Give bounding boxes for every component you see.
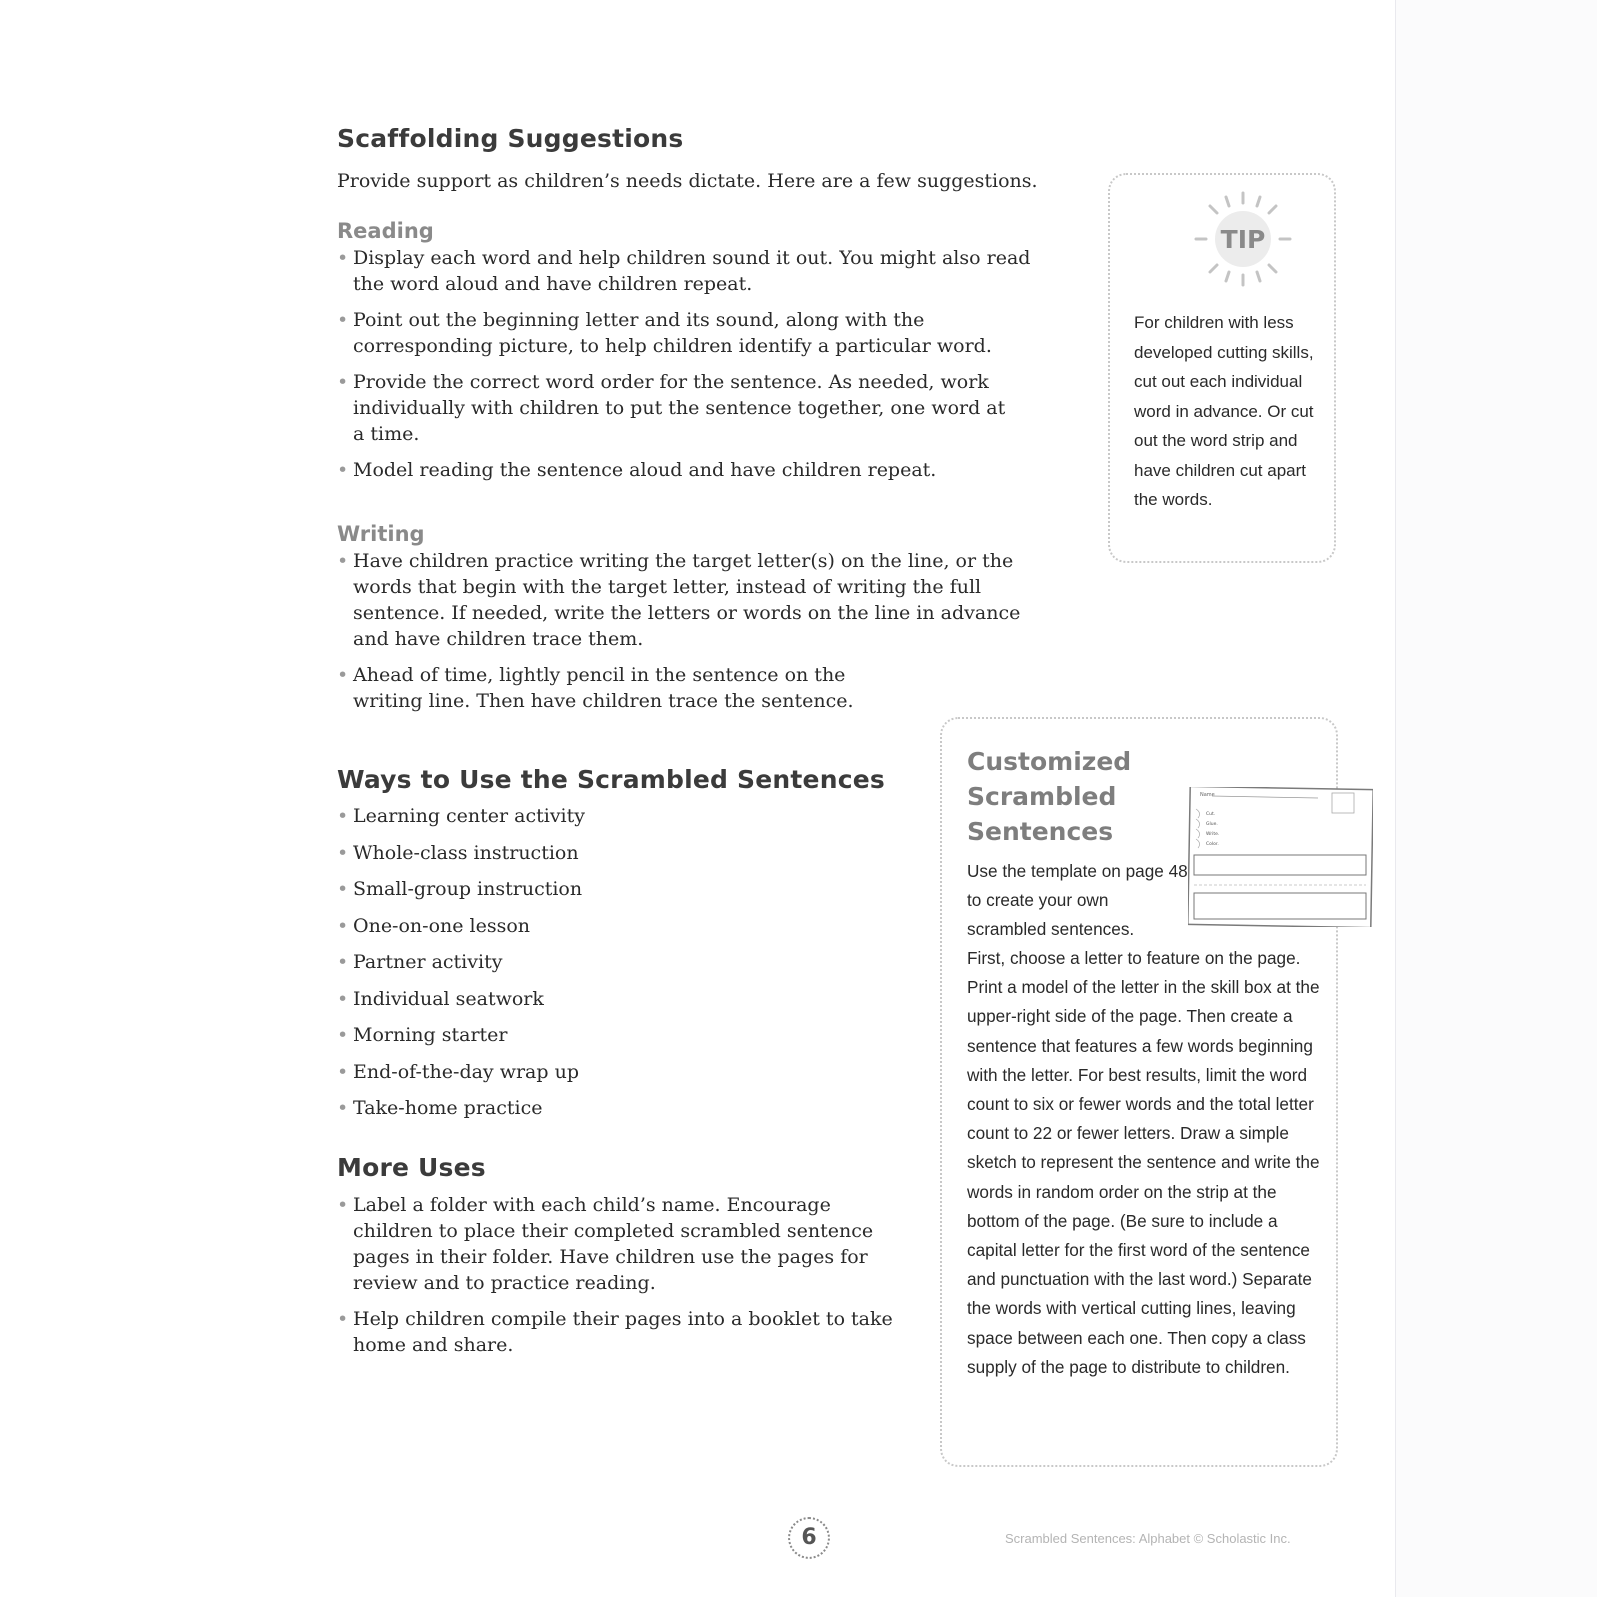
- list-item: • Have children practice writing the target letter(s) on the line, or the words that begin with the target letter, instead of writing the full sentence. If needed, write the letters or words on the line in advance and have children trace them.: [337, 548, 1057, 652]
- reading-heading: Reading: [337, 219, 434, 243]
- writing-heading: Writing: [337, 522, 425, 546]
- writing-list: [337, 548, 1057, 714]
- scaffolding-intro: Provide support as children’s needs dictate. Here are a few suggestions.: [337, 170, 1038, 192]
- list-item: • Point out the beginning letter and its sound, along with the corresponding picture, to help children identify a particular word.: [337, 307, 1037, 359]
- thumb-check-item: Write.: [1206, 832, 1220, 837]
- list-item: • Display each word and help children sound it out. You might also read the word aloud and have children repeat.: [337, 245, 1037, 297]
- ways-list: [337, 803, 897, 1121]
- page-edge-shadow: [1395, 0, 1597, 1597]
- tip-badge: TIP: [1220, 225, 1266, 254]
- list-item: • Whole-class instruction: [337, 840, 897, 866]
- list-item: • Ahead of time, lightly pencil in the sentence on the writing line. Then have children trace the sentence.: [337, 662, 1057, 714]
- template-thumbnail: [1188, 787, 1373, 927]
- writing-section: [337, 522, 1057, 724]
- customized-intro: Use the template on page 48 to create your own scrambled sentences.: [967, 861, 1188, 939]
- reading-section: [337, 219, 1037, 493]
- ways-section: [337, 765, 897, 1132]
- scaffolding-section: [337, 124, 1077, 195]
- footer-credit: Scrambled Sentences: Alphabet © Scholastic Inc.: [1005, 1531, 1291, 1546]
- list-item: • Take-home practice: [337, 1095, 897, 1121]
- tip-box: [1108, 173, 1336, 563]
- customized-title-line: Sentences: [967, 817, 1114, 846]
- list-item: • Provide the correct word order for the sentence. As needed, work individually with children to put the sentence together, one word at a time.: [337, 369, 1037, 447]
- scaffolding-heading: Scaffolding Suggestions: [337, 124, 684, 153]
- customized-title: [967, 744, 1167, 849]
- thumb-check-item: Color.: [1206, 842, 1219, 847]
- thumb-check-item: Glue.: [1206, 822, 1218, 827]
- ways-heading: Ways to Use the Scrambled Sentences: [337, 765, 885, 794]
- list-item: • Small-group instruction: [337, 876, 897, 902]
- thumb-check-item: Cut.: [1206, 812, 1216, 817]
- list-item: • Help children compile their pages into a booklet to take home and share.: [337, 1306, 897, 1358]
- list-item: • End-of-the-day wrap up: [337, 1059, 897, 1085]
- page-number: 6: [788, 1517, 830, 1559]
- list-item: • Label a folder with each child’s name. Encourage children to place their completed scrambled sentence pages in their folder. Have children use the pages for review and to practice reading.: [337, 1192, 897, 1296]
- more-uses-section: [337, 1153, 897, 1368]
- tip-sun-icon: [1188, 189, 1298, 289]
- customized-title-line: Scrambled: [967, 782, 1117, 811]
- customized-body: First, choose a letter to feature on the page. Print a model of the letter in the skill box at the upper-right side of the page. Then create a sentence that features a few words beginning with the letter. For best results, limit the word count to six or fewer words and the total letter count to 22 or fewer letters. Draw a simple sketch to represent the sentence and write the words in random order on the strip at the bottom of the page. (Be sure to include a capital letter for the first word of the sentence and punctuation with the last word.) Separate the words with vertical cutting lines, leaving space between each one. Then copy a class supply of the page to distribute to children.: [967, 948, 1320, 1377]
- more-uses-heading: More Uses: [337, 1153, 486, 1182]
- tip-text: For children with less developed cutting skills, cut out each individual word in advance. Or cut out the word strip and have children cut apart the words.: [1134, 313, 1314, 509]
- list-item: • One-on-one lesson: [337, 913, 897, 939]
- list-item: • Partner activity: [337, 949, 897, 975]
- list-item: • Morning starter: [337, 1022, 897, 1048]
- reading-list: [337, 245, 1037, 483]
- customized-box: [940, 717, 1338, 1467]
- list-item: • Learning center activity: [337, 803, 897, 829]
- customized-title-line: Customized: [967, 747, 1132, 776]
- list-item: • Model reading the sentence aloud and have children repeat.: [337, 457, 1037, 483]
- thumb-name-label: Name: [1200, 792, 1215, 798]
- more-uses-list: [337, 1192, 897, 1358]
- list-item: • Individual seatwork: [337, 986, 897, 1012]
